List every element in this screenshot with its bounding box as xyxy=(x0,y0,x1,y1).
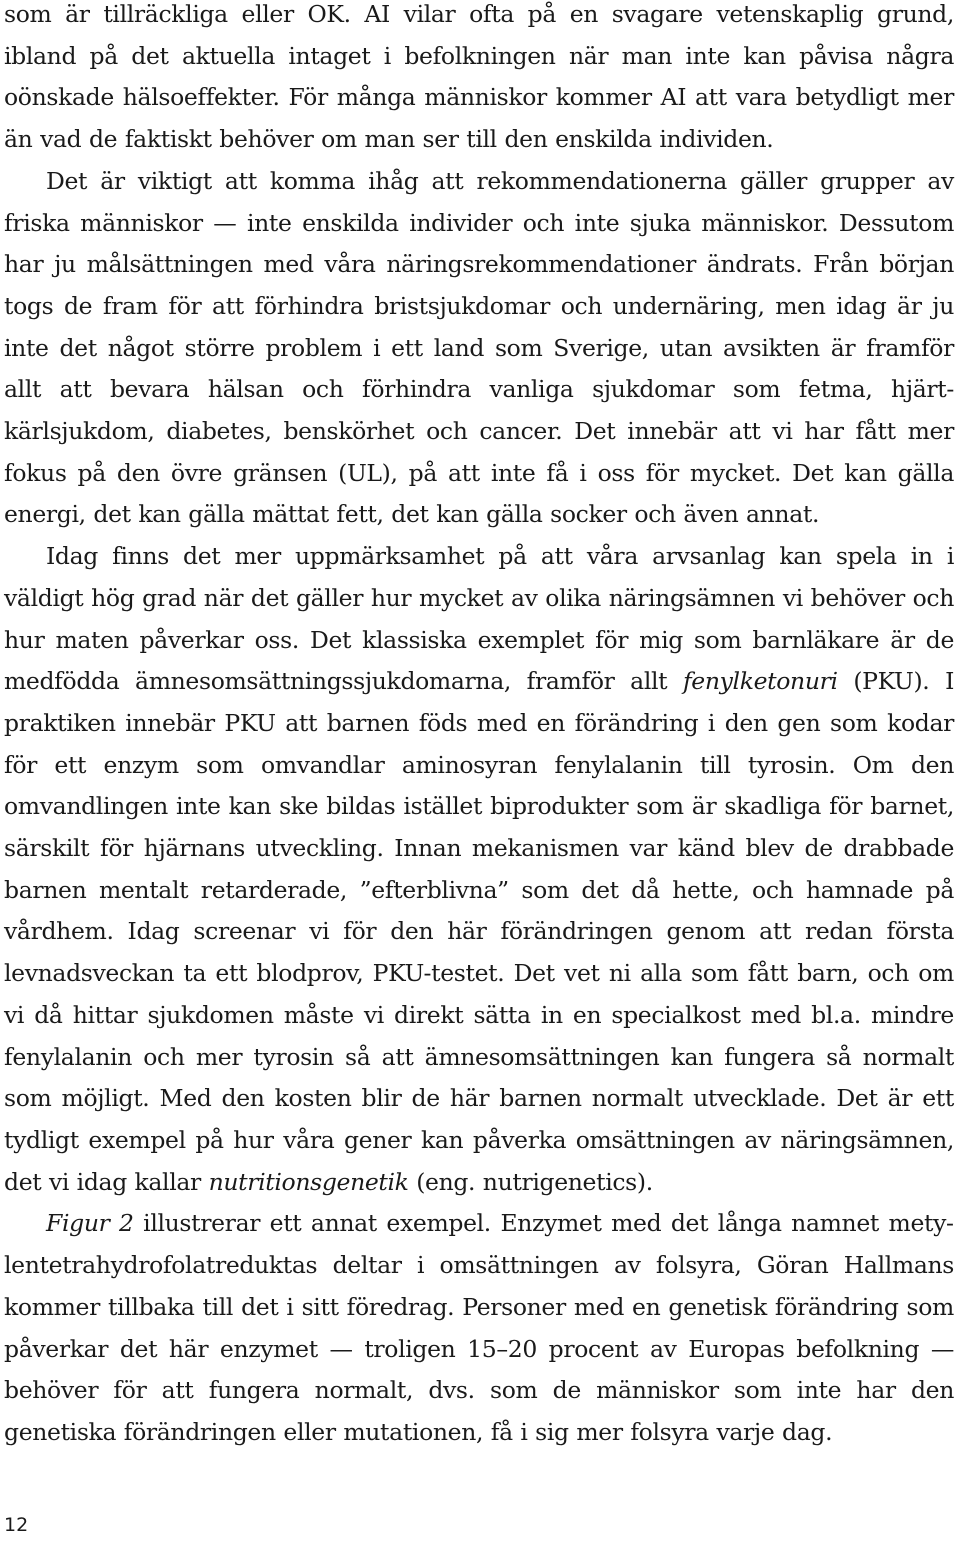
paragraph-4 xyxy=(4,1203,954,1453)
paragraph-4-text: illustrerar ett annat exempel. Enzymet med det långa namnet metylentetrahydrofolatreduktas deltar i omsättningen av folsyra, Göran Hallmans kommer tillbaka till det i sitt föredrag. Personer med en genetisk förändring som påverkar det här enzymet — troligen 15–20 procent av Europas befolkning — behöver för att fungera normalt, dvs. som de människor som inte har den genetiska förändringen eller mutationen, få i sig mer folsyra varje dag. xyxy=(4,1209,954,1446)
paragraph-3-text-continued: (PKU). I praktiken innebär PKU att barnen föds med en förändring i den gen som kodar för ett enzym som omvandlar aminosyran fenylalanin till tyrosin. Om den omvandlingen inte kan ske bildas istället biprodukter som är skadliga för barnet, särskilt för hjärnans utveckling. Innan mekanismen var känd blev de drabbade barnen mentalt retarderade, ”efterblivna” som det då hette, och hamnade på vårdhem. Idag screenar vi för den här förändringen genom att redan första levnadsveckan ta ett blodprov, PKU-testet. Det vet ni alla som fått barn, och om vi då hittar sjukdomen måste vi direkt sätta in en specialkost med bl.a. mindre fenylalanin och mer tyrosin så att ämnesomsättningen kan fungera så normalt som möjligt. Med den kosten blir de här barnen normalt utvecklade. Det är ett tydligt exempel på hur våra gener kan påverka omsättningen av näringsämnen, det vi idag kallar xyxy=(4,667,955,1196)
paragraph-3-text-end: (eng. nutrigenetics). xyxy=(408,1167,653,1196)
figure-reference: Figur 2 xyxy=(46,1209,134,1238)
body-text xyxy=(4,0,954,1454)
page-number: 12 xyxy=(4,1514,29,1536)
paragraph-2-text: Det är viktigt att komma ihåg att rekommendationerna gäller grupper av friska människor — inte enskilda individer och inte sjuka människor. Dessutom har ju målsättningen med våra näringsrekommendationer ändrats. Från början togs de fram för att förhindra bristsjukdomar och undernäring, men idag är ju inte det något större problem i ett land som Sverige, utan avsikten är framför allt att bevara hälsan och förhindra vanliga sjukdomar som fetma, hjärt-kärlsjukdom, diabetes, benskörhet och cancer. Det innebär att vi har fått mer fokus på den övre gränsen (UL), på att inte få i oss för mycket. Det kan gälla energi, det kan gälla mättat fett, det kan gälla socker och även annat. xyxy=(4,166,954,529)
paragraph-1 xyxy=(4,0,954,161)
term-nutritionsgenetik: nutritionsgenetik xyxy=(208,1167,409,1196)
paragraph-3-text: Idag finns det mer uppmärksamhet på att våra arvsanlag kan spela in i väldigt hög grad när det gäller hur mycket av olika näringsämnen vi behöver och hur maten påverkar oss. Det klassiska exemplet för mig som barnläkare är de medfödda ämnesomsättningssjukdomarna, framför allt xyxy=(4,542,954,696)
paragraph-3 xyxy=(4,536,954,1203)
paragraph-2 xyxy=(4,161,954,536)
term-fenylketonuri: fenylketonuri xyxy=(682,667,838,696)
paragraph-1-text: som är tillräckliga eller OK. AI vilar ofta på en svagare vetenskaplig grund, ibland på det aktuella intaget i befolkningen när man inte kan påvisa några oönskade hälsoeffekter. För många människor kommer AI att vara betydligt mer än vad de faktiskt behöver om man ser till den enskilda individen. xyxy=(4,0,954,154)
